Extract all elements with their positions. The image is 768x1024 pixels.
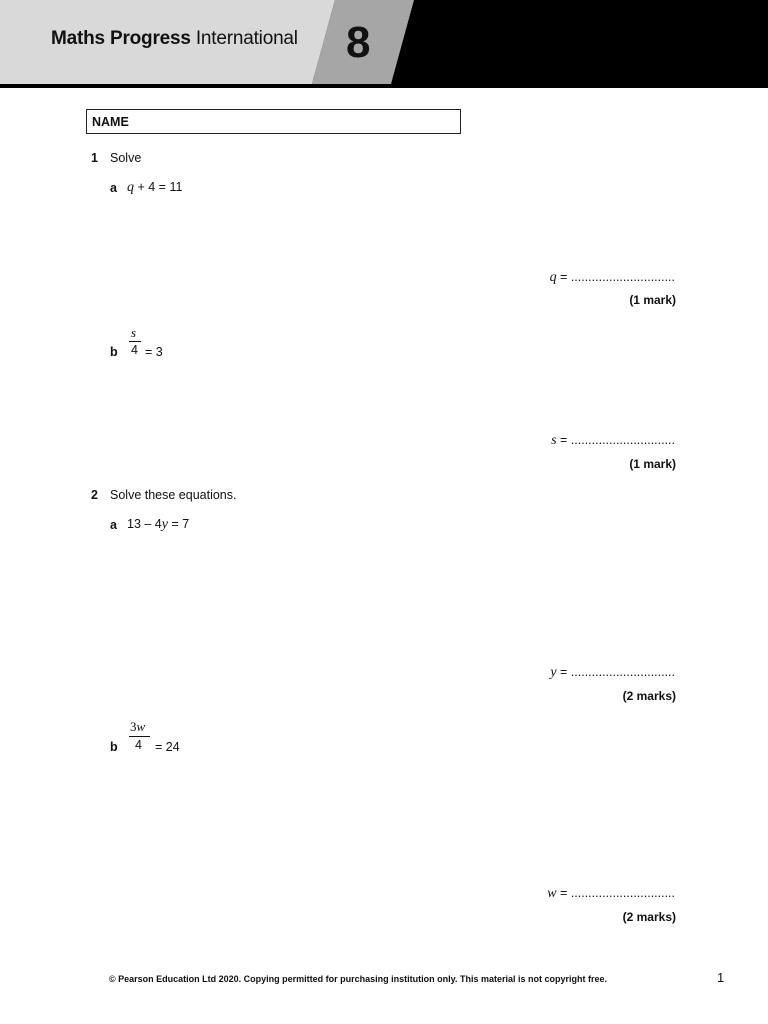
question-2b-answer-line[interactable] [547,886,675,902]
question-1b-answer-line[interactable] [551,433,675,449]
question-1b-rest: = 3 [145,345,163,359]
question-2a-equation [127,517,189,533]
question-1b-fraction-bar [129,341,141,342]
question-2b-fraction-denominator: 4 [135,738,142,752]
question-1b-label: b [110,345,118,359]
question-2b-rest: = 24 [155,740,180,754]
question-1b-fraction-denominator: 4 [131,343,138,357]
brand-title-bold: Maths Progress [51,28,191,49]
question-1a-marks: (1 mark) [629,293,676,307]
question-1a-var: q [127,180,134,195]
question-2a-marks: (2 marks) [622,689,676,703]
question-1b-fraction-numerator: s [131,325,137,340]
question-1a-answer-eq: = [556,270,571,284]
question-1a-rest: + 4 = 11 [134,180,183,194]
question-2b-fraction-bar [129,736,150,737]
question-2a-answer-dots: .............................. [570,665,675,679]
question-2a-pre: 13 – 4 [127,517,162,531]
question-1-prompt: Solve [110,151,142,165]
question-1a-label: a [110,181,117,195]
question-1a-answer-line[interactable] [550,270,675,286]
question-1a-answer-var: q [549,270,557,285]
page-header [0,0,768,88]
page-number: 1 [717,970,725,985]
question-2a-label: a [110,518,117,532]
question-1a-equation [127,180,182,196]
name-label: NAME [92,115,129,129]
question-1b-answer-var: s [551,433,557,448]
brand-title-regular: International [195,28,298,49]
question-2b-label: b [110,740,118,754]
question-1-number: 1 [91,151,98,165]
question-2a-answer-eq: = [556,665,571,679]
copyright-notice: © Pearson Education Ltd 2020. Copying permitted for purchasing institution only. This material is not copyright free. [109,974,608,984]
question-2a-answer-line[interactable] [550,665,675,681]
question-2b-answer-dots: .............................. [570,886,675,900]
question-2b-answer-eq: = [556,886,571,900]
level-number: 8 [346,18,371,67]
question-2b-numerator-coef: 3 [130,719,137,734]
question-2b-marks: (2 marks) [622,910,676,924]
question-2a-var: y [161,517,168,532]
question-1b-marks: (1 mark) [629,457,676,471]
brand-title [51,28,298,50]
question-2a-rest: = 7 [167,517,190,531]
question-2b-numerator-var: w [136,719,146,734]
question-1b-answer-eq: = [556,433,571,447]
question-1b-answer-dots: .............................. [570,433,675,447]
question-2-prompt: Solve these equations. [110,488,237,502]
name-field[interactable] [86,109,461,134]
question-2b-answer-var: w [547,886,557,901]
question-2b-fraction-numerator [130,719,145,735]
question-1a-answer-dots: .............................. [570,270,675,284]
question-2a-answer-var: y [550,665,557,680]
question-2-number: 2 [91,488,98,502]
